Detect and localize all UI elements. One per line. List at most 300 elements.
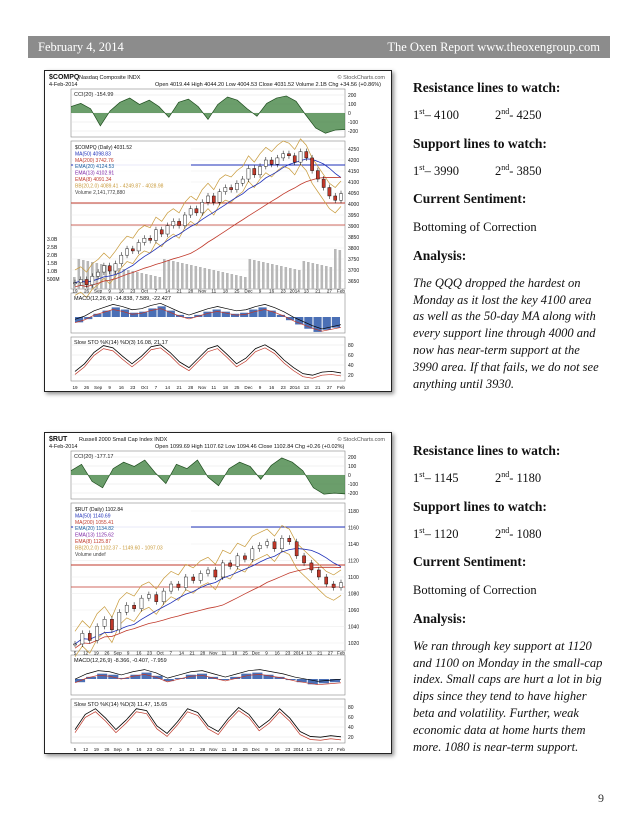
x-axis-label-bottom: Dec [244, 385, 253, 390]
x-axis-label: 11 [211, 288, 217, 294]
candle-body [251, 549, 254, 560]
x-axis-label-bottom: Sep [113, 747, 122, 752]
x-axis-label: 2014 [293, 650, 304, 656]
volume-bar [222, 272, 225, 289]
candle-body [332, 584, 335, 588]
candle-body [169, 584, 172, 591]
sto-tick: 20 [348, 735, 354, 741]
support-1: 1st– 3990 [413, 162, 459, 178]
cci-tick: 100 [348, 102, 357, 108]
volume-bar [303, 261, 306, 289]
x-axis-label: 16 [269, 288, 275, 294]
candle-body [91, 276, 94, 284]
x-axis-label-bottom: 9 [126, 747, 130, 752]
candle-body [201, 202, 204, 213]
chart-russell [44, 432, 392, 754]
x-axis-label-bottom: 21 [189, 747, 195, 752]
candle-body [103, 619, 106, 626]
x-axis-label-bottom: 9 [265, 747, 268, 752]
candle-body [221, 563, 224, 577]
candle-body [206, 570, 209, 574]
candle-body [143, 238, 146, 242]
candle-body [334, 196, 337, 200]
x-axis-label-bottom: Oct [156, 747, 164, 752]
cci-tick: -100 [348, 482, 359, 488]
candle-body [266, 542, 269, 546]
chart-ohlc: Open 4019.44 High 4044.20 Low 4004.53 Close 4031.52 Volume 2.1B Chg +34.56 (+0.86%) [155, 82, 381, 88]
candle-body [73, 283, 76, 284]
sentiment-title: Current Sentiment: [413, 191, 527, 207]
resistance-title: Resistance lines to watch: [413, 80, 561, 95]
macd-bar [97, 674, 107, 679]
x-axis-label: 9 [265, 650, 268, 656]
candle-body [287, 154, 290, 156]
x-axis-label-bottom: 12 [83, 747, 89, 752]
x-axis-label-bottom: 28 [200, 747, 206, 752]
volume-bar [181, 263, 184, 289]
candle-body [288, 538, 291, 542]
x-axis-label-bottom: 7 [169, 747, 173, 752]
x-axis-label: 21 [189, 650, 195, 656]
x-axis-label: 23 [285, 650, 291, 656]
price-tick: 3900 [348, 224, 360, 230]
legend-entry: EMA(13) 4102.91 [75, 170, 115, 177]
volume-bar [240, 276, 243, 289]
price-tick: 1080 [348, 591, 360, 598]
x-axis-label-bottom: 23 [280, 385, 286, 390]
legend-entry: MA(200) 1055.41 [75, 519, 114, 526]
candle-body [131, 249, 134, 251]
candle-body [310, 563, 313, 570]
volume-bar [235, 275, 238, 289]
macd-label: MACD(12,26,9) -14.838, 7.589, -22.427 [74, 296, 171, 302]
volume-bar [249, 259, 252, 289]
price-tick: 4050 [348, 191, 360, 197]
x-axis-label: 27 [327, 650, 333, 656]
macd-bar [130, 313, 138, 317]
candle-body [328, 188, 331, 196]
x-axis-label: 16 [136, 650, 142, 656]
candle-body [258, 545, 261, 549]
resistance-1: 1st– 4100 [413, 106, 459, 123]
volume-tick: 2.5B [47, 245, 58, 251]
price-tick: 1160 [348, 525, 359, 532]
legend-entry: EMA(8) 1125.87 [75, 539, 112, 545]
x-axis-label-bottom: 19 [72, 385, 78, 390]
x-axis-label-bottom: Feb [337, 747, 345, 752]
sto-tick: 80 [348, 705, 354, 711]
candle-body [273, 542, 276, 549]
sto-label: Slow STO %K(14) %D(3) 16.08, 21.17 [74, 340, 168, 346]
volume-bar [172, 261, 175, 289]
candle-body [166, 226, 169, 234]
analysis-text: We ran through key support at 1120 and 1100 on Monday in the small-cap index. Small caps are hurt a lot in big dips since they tend to have higher beta and volatility. Further, weak economic data at home hurts them more. 1080 is near-term support. [413, 638, 603, 754]
candle-body [241, 179, 244, 183]
legend-entry: MA(200) 3742.76 [75, 157, 114, 164]
x-axis-label-bottom: Oct [140, 385, 148, 390]
chart-ohlc: Open 1099.69 High 1107.62 Low 1094.46 Close 1102.84 Chg +0.26 (+0.02%) [155, 444, 345, 450]
sentiment-value: Bottoming of Correction [413, 220, 537, 235]
x-axis-label: 23 [146, 650, 153, 656]
cci-label: CCI(20) -154.99 [74, 92, 114, 98]
cci-tick: -200 [348, 129, 359, 135]
cci-label: CCI(20) -177.17 [74, 454, 114, 460]
volume-tick: 3.0B [47, 237, 58, 243]
price-tick: 1060 [348, 608, 360, 614]
x-axis-label-bottom: 18 [222, 385, 228, 390]
candle-body [243, 556, 246, 560]
price-tick: 3950 [348, 213, 360, 219]
x-axis-label: 25 [234, 288, 240, 294]
price-tick: 4150 [348, 169, 360, 175]
x-axis-label: 16 [118, 288, 124, 294]
cci-tick: 0 [348, 111, 351, 117]
volume-bar [226, 273, 229, 289]
x-axis-label-bottom: Nov [198, 385, 207, 390]
x-axis-label-bottom: 26 [104, 747, 110, 752]
x-axis-label: Oct [156, 650, 164, 656]
volume-bar [168, 260, 171, 289]
volume-bar [325, 266, 328, 289]
volume-bar [339, 250, 342, 289]
cci-tick: 0 [348, 473, 351, 479]
volume-bar [177, 262, 180, 289]
x-axis-label-bottom: 9 [258, 385, 262, 390]
x-axis-label: Nov [209, 650, 218, 656]
macd-bar [213, 310, 221, 317]
x-axis-label: 19 [72, 288, 78, 294]
volume-bar [316, 264, 319, 289]
x-axis-label: 28 [200, 650, 206, 656]
candle-body [177, 584, 180, 588]
x-axis-label-bottom: 21 [176, 385, 182, 390]
candle-body [229, 563, 232, 567]
chart-name: Nasdaq Composite INDX [79, 75, 141, 81]
volume-bar [213, 270, 216, 289]
price-tick: 1180 [348, 509, 359, 515]
candle-body [85, 279, 88, 284]
x-axis-label: 9 [108, 288, 111, 294]
candle-body [120, 255, 123, 263]
candle-body [310, 158, 313, 171]
price-tick: 3850 [348, 235, 360, 241]
x-axis-label: 25 [242, 650, 248, 656]
candle-body [295, 542, 298, 556]
volume-bar [244, 277, 247, 289]
volume-bar [312, 263, 315, 289]
x-axis-label: 21 [176, 288, 182, 294]
x-axis-label: 19 [93, 650, 99, 656]
legend-entry: MA(50) 1140.69 [75, 513, 111, 520]
x-axis-label-bottom: 14 [178, 747, 184, 752]
x-axis-label: 2014 [289, 288, 300, 294]
analysis-title: Analysis: [413, 610, 467, 626]
x-axis-label-bottom: 19 [93, 747, 99, 752]
candle-body [235, 183, 238, 189]
candle-body [302, 556, 305, 563]
volume-bar [186, 264, 189, 289]
volume-bar [262, 262, 265, 289]
candle-body [108, 266, 111, 271]
x-axis-label-bottom: 11 [221, 747, 227, 752]
volume-bar [231, 274, 234, 289]
x-axis-label-bottom: 23 [130, 385, 136, 390]
chart-brand: © StockCharts.com [337, 437, 385, 443]
volume-tick: 1.0B [47, 269, 58, 275]
cci-tick: 200 [348, 93, 357, 99]
support-1: 1st– 1120 [413, 525, 459, 541]
x-axis-label: 7 [169, 650, 173, 656]
legend-entry: EMA(20) 4124.53 [75, 164, 115, 171]
support-values [413, 526, 603, 543]
candle-body [155, 595, 158, 602]
volume-bar [258, 261, 261, 289]
x-axis-label-bottom: Feb [337, 385, 345, 390]
candle-body [293, 156, 296, 162]
chart-russell-svg [45, 433, 391, 753]
volume-bar [298, 270, 301, 289]
chart-date: 4-Feb-2014 [49, 82, 78, 88]
x-axis-label: 18 [222, 288, 228, 294]
analysis-title: Analysis: [413, 247, 467, 263]
chart-brand: © StockCharts.com [337, 75, 385, 81]
sto-tick: 40 [348, 363, 354, 369]
volume-bar [163, 259, 166, 289]
legend-entry: BB(20,2.0) 4089.41 - 4249.87 - 4028.98 [75, 183, 164, 190]
price-tick: 3650 [348, 279, 360, 285]
legend-entry: BB(20,2.0) 1102.37 - 1149.60 - 1097.03 [75, 545, 163, 552]
candle-body [280, 538, 283, 549]
volume-bar [330, 267, 333, 289]
x-axis-label-bottom: Dec [251, 747, 260, 752]
x-axis-label-bottom: 21 [315, 385, 321, 390]
volume-bar [195, 266, 198, 289]
x-axis-label: 21 [315, 288, 321, 294]
x-axis-label-bottom: 5 [73, 747, 77, 752]
header-date: February 4, 2014 [38, 39, 124, 54]
x-axis-label: 7 [154, 288, 158, 294]
price-tick: 3800 [348, 246, 360, 252]
chart-symbol: $COMPQ [49, 74, 80, 81]
candle-body [96, 626, 99, 640]
chart-nasdaq [44, 70, 392, 392]
volume-bar [132, 271, 135, 289]
x-axis-label: 21 [317, 650, 323, 656]
volume-bar [276, 265, 279, 289]
support-2: 2nd- 3850 [495, 162, 542, 178]
candle-body [137, 242, 140, 250]
candle-body [224, 188, 227, 192]
volume-bar [294, 269, 297, 289]
x-axis-label: 18 [232, 650, 238, 656]
candle-body [192, 577, 195, 581]
candle-body [133, 605, 136, 609]
volume-bar [145, 274, 148, 289]
candle-body [114, 264, 117, 271]
volume-bar [334, 249, 337, 289]
sto-tick: 60 [348, 715, 354, 721]
sto-tick: 20 [348, 373, 354, 379]
candle-body [88, 633, 91, 640]
resistance-2: 2nd- 4250 [495, 106, 542, 123]
volume-bar [208, 269, 211, 289]
candle-body [276, 158, 279, 164]
candle-body [79, 279, 82, 282]
candle-body [258, 166, 261, 174]
candle-body [247, 168, 250, 179]
volume-bar [321, 265, 324, 289]
x-axis-label-bottom: 25 [234, 385, 240, 390]
resistance-values [413, 470, 603, 487]
x-axis-label-bottom: 13 [303, 385, 309, 390]
x-axis-label-bottom: 14 [164, 385, 171, 390]
legend-entry: Volume 2,141,772,880 [75, 189, 126, 196]
macd-bar [258, 307, 266, 317]
x-axis-label-bottom: 23 [285, 747, 291, 752]
x-axis-label-bottom: 26 [84, 385, 90, 390]
page-number: 9 [598, 791, 604, 805]
resistance-title: Resistance lines to watch: [413, 443, 561, 458]
volume-bar [217, 271, 220, 289]
volume-bar [127, 270, 130, 289]
volume-tick: 2.0B [47, 253, 58, 259]
volume-bar [78, 259, 81, 289]
price-tick: 3750 [348, 257, 360, 263]
candle-body [183, 215, 186, 226]
x-axis-label-bottom: 16 [136, 747, 142, 752]
price-tick: 3700 [348, 268, 360, 274]
candle-body [147, 595, 150, 599]
macd-bar [252, 673, 262, 679]
sentiment-value: Bottoming of Correction [413, 583, 537, 598]
cci-tick: -200 [348, 491, 359, 497]
section-russell [413, 443, 603, 756]
x-axis-label-bottom: Sep [94, 385, 103, 390]
candle-body [154, 230, 157, 241]
volume-bar [285, 267, 288, 289]
volume-bar [267, 263, 270, 289]
legend-entry: $RUT (Daily) 1102.84 [75, 507, 123, 513]
resistance-2: 2nd- 1180 [495, 469, 542, 486]
volume-bar [307, 262, 310, 289]
x-axis-label: Dec [251, 650, 260, 656]
x-axis-label-bottom: 27 [327, 747, 333, 752]
header-report: The Oxen Report www.theoxengroup.com [387, 39, 600, 54]
candle-body [102, 266, 105, 272]
x-axis-label-bottom: 27 [326, 385, 332, 390]
macd-bar [158, 306, 166, 317]
cci-tick: -100 [348, 120, 359, 126]
volume-bar [271, 264, 274, 289]
candle-body [125, 605, 128, 612]
analysis-text: The QQQ dropped the hardest on Monday as it lost the key 4100 area as well as the 50-day MA along with every support line through 4000 and now has near-term support at the 3990 area. If that fails, we do not see anything until 3930. [413, 275, 599, 391]
x-axis-label: 12 [83, 650, 89, 656]
price-tick: 4250 [348, 147, 360, 153]
x-axis-label: Feb [337, 288, 345, 294]
x-axis-label: 23 [280, 288, 286, 294]
x-axis-label-bottom: 18 [232, 747, 238, 752]
x-axis-label: 23 [130, 288, 136, 294]
x-axis-label: Sep [113, 650, 122, 656]
x-axis-label: 11 [221, 650, 227, 656]
candle-body [97, 272, 100, 276]
candle-body [118, 612, 121, 630]
x-axis-label-bottom: 9 [108, 385, 111, 390]
volume-bar [199, 267, 202, 289]
candle-body [184, 577, 187, 588]
candle-body [162, 591, 165, 602]
chart-date: 4-Feb-2014 [49, 444, 78, 450]
x-axis-label-bottom: 13 [306, 747, 312, 752]
volume-bar [253, 260, 256, 289]
x-axis-label-bottom: 2014 [293, 747, 304, 752]
macd-bar [249, 310, 257, 317]
price-tick: 1020 [348, 641, 360, 647]
candle-body [81, 633, 84, 644]
legend-entry: $COMPQ (Daily) 4031.52 [75, 145, 132, 151]
x-axis-label: Nov [198, 288, 207, 294]
price-tick: 4200 [348, 158, 360, 164]
x-axis-label: 26 [104, 650, 110, 656]
price-tick: 4000 [348, 202, 360, 208]
x-axis-label: Sep [94, 288, 103, 294]
x-axis-label: Oct [140, 288, 148, 294]
candle-body [172, 221, 175, 225]
price-tick: 1120 [348, 558, 359, 565]
volume-bar [190, 265, 193, 289]
sentiment-title: Current Sentiment: [413, 554, 527, 570]
candle-body [125, 249, 128, 255]
candle-body [339, 194, 342, 201]
legend-entry: EMA(20) 1134.82 [75, 526, 114, 533]
volume-bar [204, 268, 207, 289]
cci-tick: 100 [348, 464, 357, 470]
price-tick: 1140 [348, 542, 359, 548]
x-axis-label-bottom: 21 [317, 747, 323, 752]
x-axis-label: 14 [164, 288, 171, 294]
candle-body [299, 152, 302, 163]
volume-bar [141, 273, 144, 289]
volume-tick: 500M [47, 277, 60, 283]
section-nasdaq [413, 80, 603, 393]
candle-body [218, 192, 221, 203]
volume-bar [289, 268, 292, 289]
macd-label: MACD(12,26,9) -8.366, -0.407, -7.959 [74, 658, 167, 664]
legend-entry: Volume undef [75, 551, 106, 558]
x-axis-label-bottom: 2014 [289, 385, 300, 390]
chart-symbol: $RUT [49, 436, 68, 443]
macd-bar [153, 676, 163, 679]
x-axis-label-bottom: 16 [269, 385, 275, 390]
x-axis-label-bottom: Nov [209, 747, 218, 752]
volume-bar [123, 269, 126, 289]
x-axis-label-bottom: 7 [154, 385, 158, 390]
cci-tick: 200 [348, 455, 357, 461]
candle-body [110, 619, 113, 630]
candle-body [305, 152, 308, 158]
candle-body [189, 209, 192, 215]
candle-body [140, 598, 143, 609]
support-title: Support lines to watch: [413, 135, 547, 151]
candle-body [199, 573, 202, 580]
candle-body [322, 179, 325, 187]
volume-bar [136, 272, 139, 289]
price-tick: 4100 [348, 180, 360, 186]
sto-tick: 80 [348, 343, 354, 349]
candle-body [317, 570, 320, 577]
price-tick: 1100 [348, 575, 359, 581]
candle-body [339, 583, 342, 588]
